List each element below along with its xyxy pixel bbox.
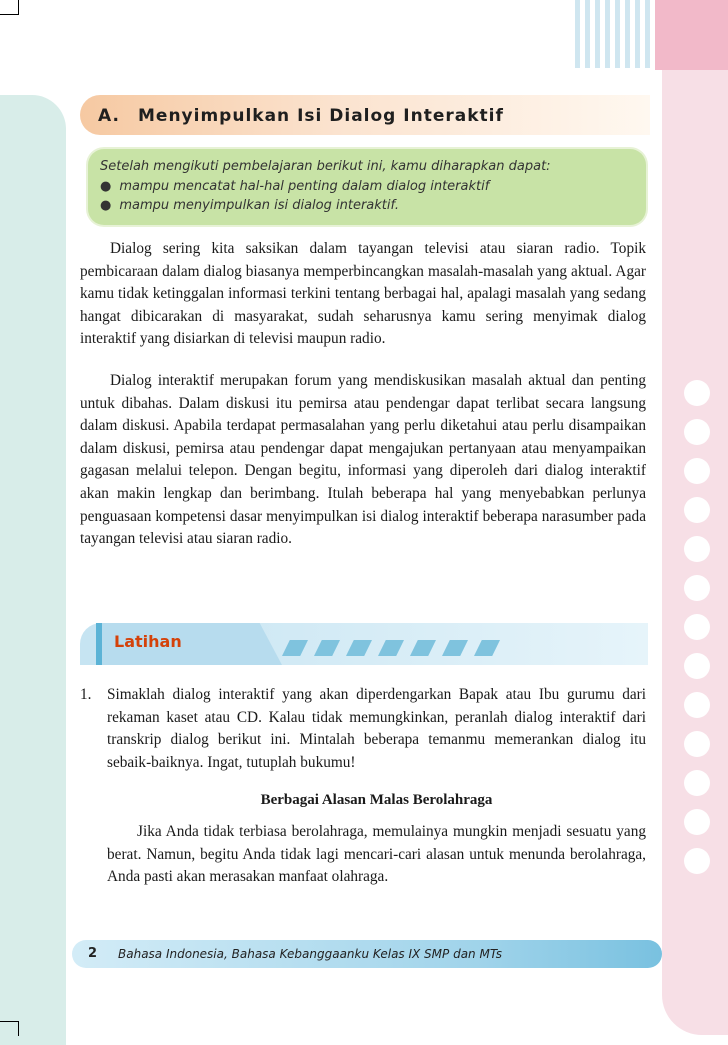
slash-shape (410, 640, 436, 656)
objective-text: mampu menyimpulkan isi dialog interaktif. (119, 198, 399, 213)
body-paragraph: Dialog sering kita saksikan dalam tayangan televisi atau siaran radio. Topik pembicaraan dalam dialog biasanya memperbincangkan masalah-masalah yang aktual. Agar kamu tidak ketinggalan informasi terkini tentang berbagai hal, apalagi masalah yang sedang hangat dibicarakan di masyarakat, sudah seharusnya kamu sering menyimak dialog interaktif yang disiarkan di televisi maupun radio. (80, 240, 646, 348)
slash-shape (282, 640, 308, 656)
dot-decoration (684, 536, 710, 562)
body-paragraph: Dialog interaktif merupakan forum yang mendiskusikan masalah aktual dan penting untuk dibahas. Dalam diskusi itu pemirsa atau pendengar dapat terlibat secara langsung dalam diskusi. Apabila terdapat permasalahan yang perlu diketahui atau perlu disampaikan dalam diskusi, pemirsa atau pendengar dapat mengajukan pertanyaan atau menyampaikan gagasan melalui telepon. Dengan begitu, informasi yang diperoleh dari dialog interaktif akan makin lengkap dan berimbang. Itulah beberapa hal yang menyebabkan perlunya penguasaan kompetensi dasar menyimpulkan isi dialog interaktif beberapa narasumber pada tayangan televisi atau siaran radio. (80, 372, 646, 548)
page-number: 2 (88, 946, 98, 961)
dot-decoration (684, 614, 710, 640)
dot-decoration (684, 380, 710, 406)
top-stripes-decoration (575, 0, 655, 68)
slash-shape (346, 640, 372, 656)
dot-decoration (684, 575, 710, 601)
section-heading (80, 95, 650, 135)
dialog-title: Berbagai Alasan Malas Berolahraga (260, 792, 493, 808)
dot-decoration (684, 770, 710, 796)
objective-item (100, 198, 399, 213)
latihan-label: Latihan (114, 632, 182, 651)
slash-shape (442, 640, 468, 656)
right-dot-decoration (684, 380, 714, 887)
objective-text: mampu mencatat hal-hal penting dalam dialog interaktif (119, 179, 490, 194)
dot-decoration (684, 419, 710, 445)
dialog-text: Jika Anda tidak terbiasa berolahraga, memulainya mungkin menjadi sesuatu yang berat. Namun, begitu Anda tidak lagi mencari-cari alasan untuk menunda berolahraga, Anda pasti akan merasakan manfaat olahraga. (107, 823, 646, 886)
dot-decoration (684, 809, 710, 835)
section-letter: A. (98, 106, 120, 126)
dot-decoration (684, 692, 710, 718)
left-decorative-band (0, 95, 66, 1045)
crop-mark-top (0, 0, 19, 15)
bullet-icon: ● (100, 179, 112, 194)
dot-decoration (684, 497, 710, 523)
slash-decoration (282, 640, 500, 656)
book-title: Bahasa Indonesia, Bahasa Kebanggaanku Kelas IX SMP dan MTs (118, 947, 502, 961)
objectives-intro: Setelah mengikuti pembelajaran berikut ini, kamu diharapkan dapat: (100, 159, 551, 174)
section-title: Menyimpulkan Isi Dialog Interaktif (138, 106, 504, 126)
bullet-icon: ● (100, 198, 112, 213)
dot-decoration (684, 731, 710, 757)
slash-shape (474, 640, 500, 656)
exercise-instruction: Simaklah dialog interaktif yang akan diperdengarkan Bapak atau Ibu gurumu dari rekaman kaset atau CD. Kalau tidak memungkinkan, peranlah dialog interaktif dari transkrip dialog berikut ini. Mintalah beberapa temanmu memerankan dialog itu sebaik-baiknya. Ingat, tutuplah bukumu! (107, 686, 646, 771)
slash-shape (314, 640, 340, 656)
dot-decoration (684, 458, 710, 484)
dot-decoration (684, 653, 710, 679)
objective-item (100, 179, 489, 194)
top-right-accent (655, 0, 728, 70)
learning-objectives-box (88, 149, 646, 225)
crop-mark-bottom (0, 1021, 19, 1036)
exercise-number: 1. (80, 686, 92, 703)
slash-shape (378, 640, 404, 656)
dot-decoration (684, 848, 710, 874)
